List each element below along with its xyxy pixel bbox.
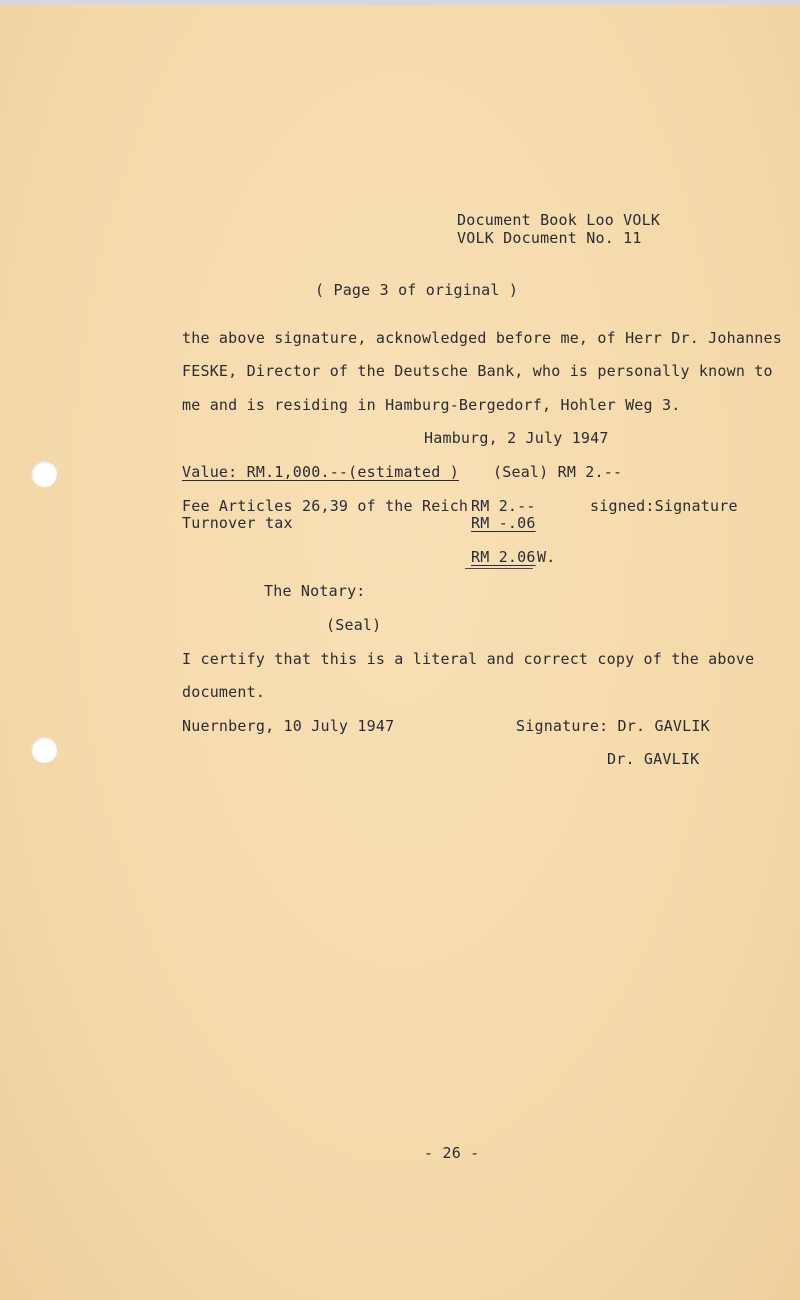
body-line-2: FESKE, Director of the Deutsche Bank, who is personally known to bbox=[182, 362, 773, 380]
doc-number-line: VOLK Document No. 11 bbox=[457, 229, 642, 247]
body-line-3: me and is residing in Hamburg-Bergedorf, Hohler Weg 3. bbox=[182, 396, 681, 414]
fee-amount: RM 2.-- bbox=[471, 497, 536, 515]
page-top-edge bbox=[0, 0, 800, 5]
total-underline bbox=[465, 568, 533, 569]
fee-articles-line: Fee Articles 26,39 of the Reich bbox=[182, 497, 469, 515]
nuernberg-date: Nuernberg, 10 July 1947 bbox=[182, 717, 395, 735]
certify-line-1: I certify that this is a literal and correct copy of the above bbox=[182, 650, 755, 668]
notary-label: The Notary: bbox=[264, 582, 366, 600]
gavlik-name: Dr. GAVLIK bbox=[607, 750, 700, 768]
page-number: - 26 - bbox=[424, 1144, 480, 1162]
page-reference: ( Page 3 of original ) bbox=[315, 281, 519, 299]
gavlik-signature: Signature: Dr. GAVLIK bbox=[516, 717, 710, 735]
doc-book-line: Document Book Loo VOLK bbox=[457, 211, 661, 229]
value-estimate: Value: RM.1,000.--(estimated ) bbox=[182, 463, 459, 481]
punch-hole-upper bbox=[31, 461, 57, 487]
turnover-tax-line: Turnover tax bbox=[182, 514, 293, 532]
signed-signature: signed:Signature bbox=[590, 497, 738, 515]
tax-amount: RM -.06 bbox=[471, 514, 536, 532]
hamburg-date: Hamburg, 2 July 1947 bbox=[424, 429, 609, 447]
fee-total-suffix: W. bbox=[537, 548, 556, 566]
notary-seal: (Seal) bbox=[326, 616, 382, 634]
certify-line-2: document. bbox=[182, 683, 266, 701]
punch-hole-lower bbox=[31, 737, 57, 763]
body-line-1: the above signature, acknowledged before me, of Herr Dr. Johannes bbox=[182, 329, 782, 347]
fee-total: RM 2.06 bbox=[471, 548, 536, 566]
seal-fee: (Seal) RM 2.-- bbox=[493, 463, 623, 481]
